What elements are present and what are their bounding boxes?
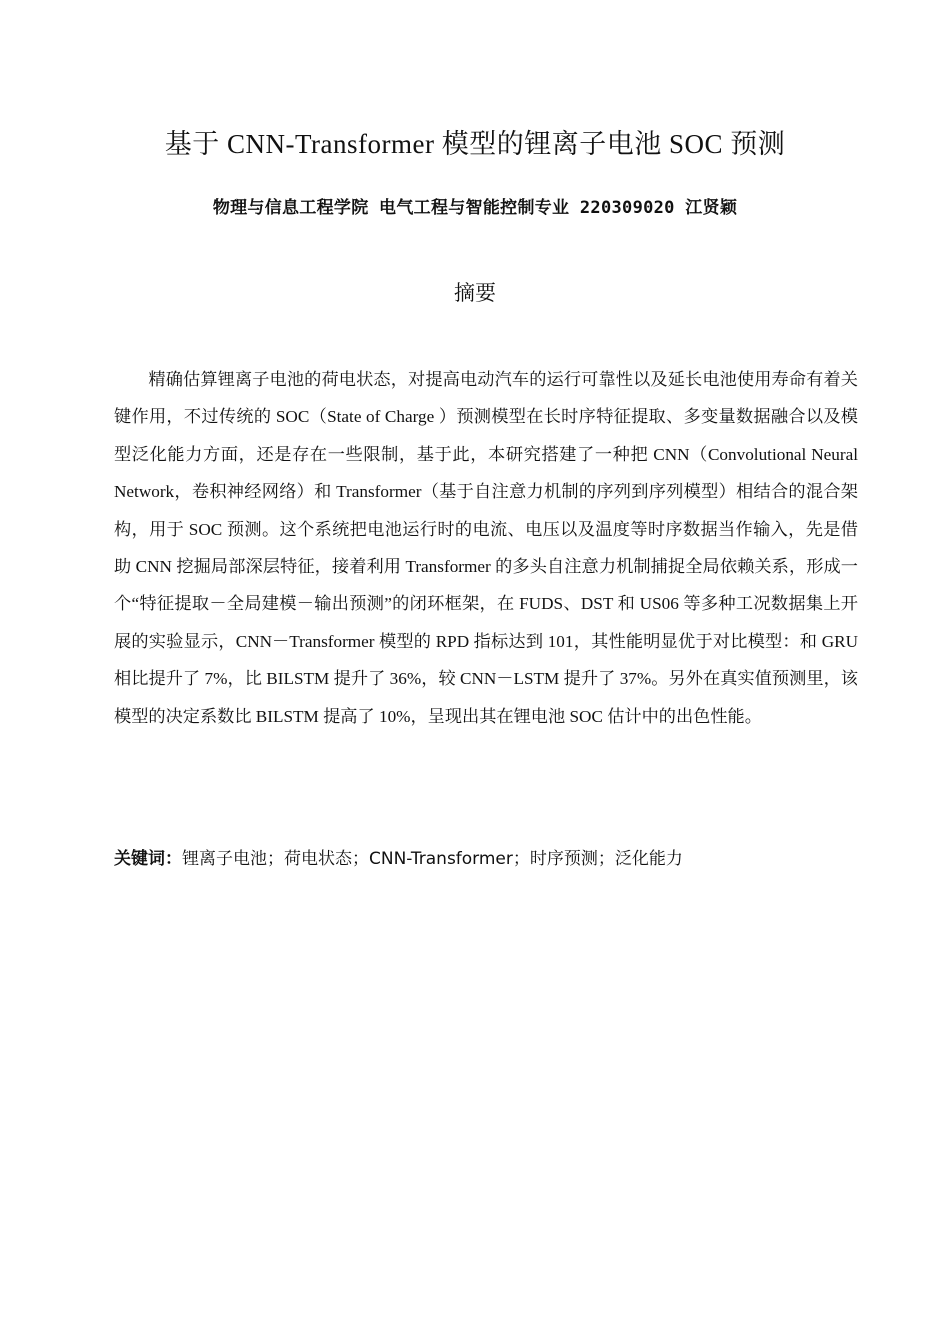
keywords-text: 锂离子电池；荷电状态；CNN-Transformer；时序预测；泛化能力 — [182, 849, 683, 869]
author-line: 物理与信息工程学院 电气工程与智能控制专业 220309020 江贤颖 — [212, 198, 738, 218]
abstract-heading: 摘要 — [454, 281, 496, 305]
abstract-body: 精确估算锂离子电池的荷电状态，对提高电动汽车的运行可靠性以及延长电池使用寿命有着关键作用，不过传统的 SOC（State of Charge ）预测模型在长时序特征提取、多变量数据融合以及模型泛化能力方面，还是存在一些限制，基于此，本研究搭建了一种把 CNN（Convolutional Neural Network，卷积神经网络）和 Transformer（基于自注意力机制的序列到序列模型）相结合的混合架构，用于 SOC 预测。这个系统把电池运行时的电流、电压以及温度等时序数据当作输入，先是借助 CNN 挖掘局部深层特征，接着利用 Transformer 的多头自注意力机制捕捉全局依赖关系，形成一个“特征提取－全局建模－输出预测”的闭环框架，在 FUDS、DST 和 US06 等多种工况数据集上开展的实验显示，CNN－Transformer 模型的 RPD 指标达到 101，其性能明显优于对比模型：和 GRU 相比提升了 7%，比 BILSTM 提升了 36%，较 CNN－LSTM 提升了 37%。另外在真实值预测里，该模型的决定系数比 BILSTM 提高了 10%，呈现出其在锂电池 SOC 估计中的出色性能。 — [114, 370, 858, 726]
keywords-label: 关键词： — [114, 849, 182, 869]
keywords-line — [114, 846, 858, 872]
paper-title: 基于 CNN-Transformer 模型的锂离子电池 SOC 预测 — [164, 129, 786, 159]
